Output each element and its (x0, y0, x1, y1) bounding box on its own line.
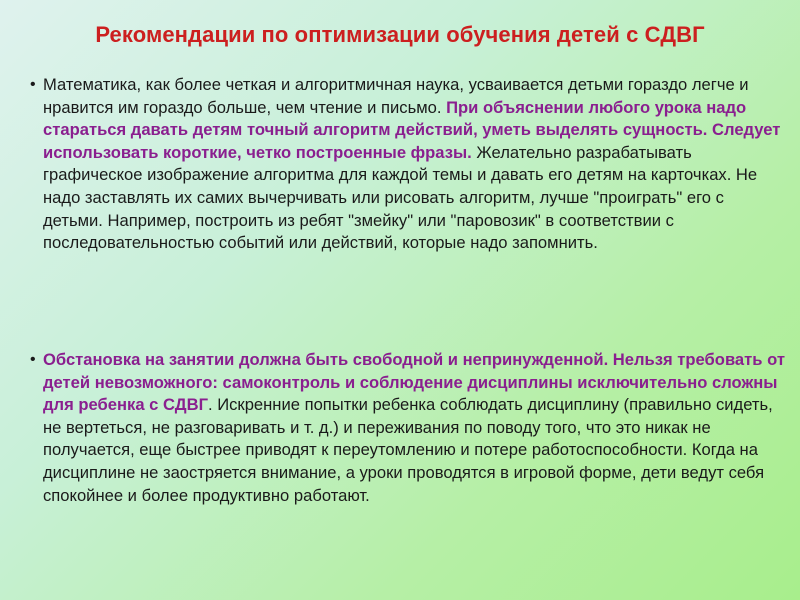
paragraph-text-plain-continued: . Искренние попытки ребенка соблюдать дисциплину (правильно сидеть, не вертеться, не разговаривать и т. д.) и переживания по поводу того, что это никак не получается, еще быстрее приводят к переутомлению и потере работоспособности. Когда на дисциплине не заостряется внимание, а уроки проводятся в игровой форме, дети ведут себя спокойнее и более продуктивно работают. (43, 395, 773, 505)
slide-title: Рекомендации по оптимизации обучения детей с СДВГ (95, 22, 705, 47)
paragraph-math (30, 74, 786, 255)
paragraph-text-plain-continued: Желательно разрабатывать графическое изображение алгоритма для каждой темы и давать его детям на карточках. Не надо заставлять их самих вычерчивать или рисовать алгоритм, лучше "проиграть" его с детьми. Например, построить из ребят "змейку" или "паровозик" в соответствии с последовательностью событий или действий, которые надо запомнить. (43, 142, 758, 253)
paragraph-text (43, 349, 786, 507)
paragraph-text-highlight: Обстановка на занятии должна быть свободной и непринужденной. Нельзя требовать от детей невозможного: самоконтроль и соблюдение дисциплины исключительно сложны для ребенка с СДВГ (43, 350, 785, 415)
paragraph-text-plain: Математика, как более четкая и алгоритмичная наука, усваивается детьми гораздо легче и нравится им гораздо больше, чем чтение и письмо. (43, 75, 749, 117)
paragraph-environment (30, 349, 786, 507)
paragraph-text (43, 74, 786, 255)
paragraph-text-highlight: При объяснении любого урока надо стараться давать детям точный алгоритм действий, уметь выделять сущность. Следует использовать короткие, четко построенные фразы. (43, 97, 781, 162)
bullet-marker: • (30, 351, 36, 368)
bullet-marker: • (30, 76, 36, 93)
